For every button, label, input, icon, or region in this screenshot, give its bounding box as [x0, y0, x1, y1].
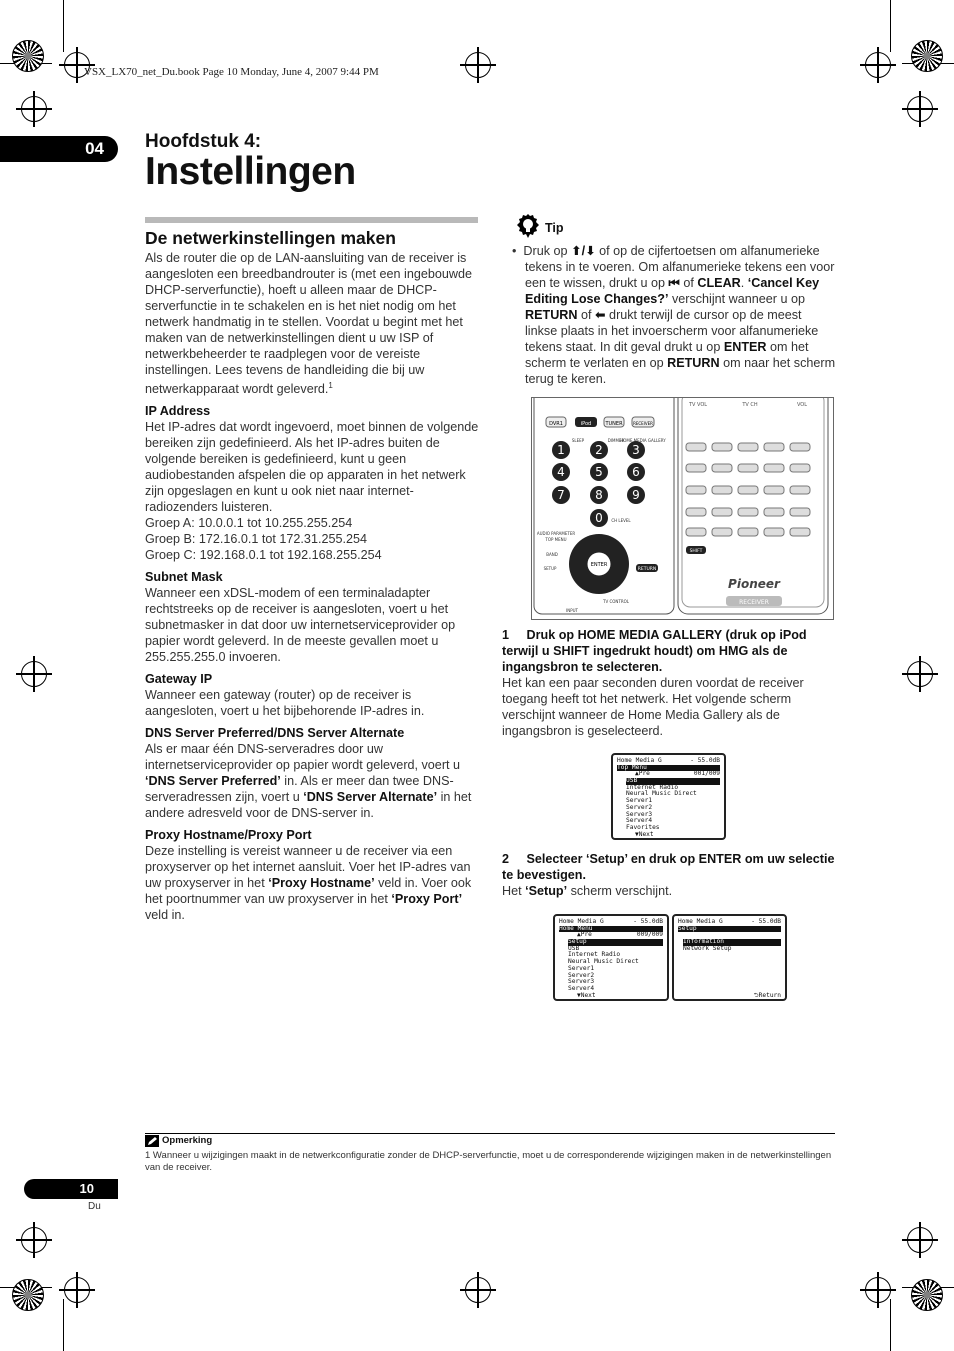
- print-header: VSX_LX70_net_Du.book Page 10 Monday, June 4, 2007 9:44 PM: [84, 66, 379, 78]
- hmg-setup-screen: Home Media G - 55.0dB Setup Information Network Setup ⮌Return: [672, 914, 787, 1001]
- section-title: De netwerkinstellingen maken: [145, 228, 396, 248]
- registration-mark-icon: [865, 1277, 891, 1303]
- step-1: [502, 627, 835, 739]
- dns-text: Als er maar één DNS-serveradres door uw internetserviceprovider op papier wordt geleverd, voert u ‘DNS Server Preferred’ in. Als er meer dan twee DNS-serveradressen zijn, voert u ‘DNS Server Alternate’ in het andere adresveld voor de DNS-server in.: [145, 742, 472, 821]
- left-column: [145, 250, 481, 923]
- gateway-ip-heading: Gateway IP: [145, 672, 213, 687]
- ip-group-a: Groep A: 10.0.0.1 tot 10.255.255.254: [145, 516, 353, 531]
- step-1-number: 1: [502, 628, 510, 642]
- key-8: 8: [595, 488, 603, 502]
- page-language: Du: [88, 1201, 101, 1212]
- remote-enter-label: ENTER: [590, 562, 608, 568]
- key-5: 5: [595, 465, 603, 479]
- remote-label: TV CH: [742, 402, 758, 408]
- chapter-subtitle: Hoofdstuk 4:: [145, 131, 262, 152]
- step-2-heading: Selecteer ‘Setup’ en druk op ENTER om uw selectie te bevestigen.: [502, 852, 835, 882]
- color-rosette-icon: [12, 40, 44, 72]
- key-1: 1: [557, 443, 565, 457]
- remote-label: BAND: [546, 552, 558, 557]
- remote-receiver-label: RECEIVER: [739, 599, 769, 606]
- gateway-ip-text: Wanneer een gateway (router) op de receiver is aangesloten, voert u het bijbehorende IP-adres in.: [145, 688, 425, 719]
- remote-button-label: DVR1: [549, 421, 563, 427]
- subnet-mask-text: Wanneer een xDSL-modem of een terminaladapter rechtstreeks op de receiver is aangesloten, voert u het subnetmasker in dat door uw internetserviceprovider op papier wordt geleverd. In de meeste gevallen moet u 255.255.255.0 invoeren.: [145, 586, 456, 665]
- remote-label: INPUT: [566, 608, 578, 613]
- remote-label: CH LEVEL: [611, 518, 631, 523]
- footnote-text: 1 Wanneer u wijzigingen maakt in de netwerkconfiguratie zonder de DHCP-serverfunctie, moet u de corresponderende wijzigingen maken in de netwerkinstellingen van de receiver.: [145, 1150, 832, 1173]
- step-1-heading: Druk op HOME MEDIA GALLERY (druk op iPod terwijl u SHIFT ingedrukt houdt) om HMG als de ingangsbron te selecteren.: [502, 628, 807, 674]
- registration-mark-icon: [907, 96, 933, 122]
- proxy-text: Deze instelling is vereist wanneer u de receiver via een proxyserver op het internet aansluit. Voer het IP-adres van uw proxyserver in het ‘Proxy Hostname’ veld in. Voer ook het poortnummer van uw proxyserver in het ‘Proxy Port’ veld in.: [145, 844, 472, 923]
- tip-bullet: • Druk op ⬆/⬇ of op de cijfertoetsen om alfanumerieke tekens in te voeren. Om alfanumerieke tekens een voor een te wissen, drukt u op ⏮ of CLEAR. ‘Cancel Key Editing Lose Changes?’ verschijnt wanneer u op RETURN of ⬅ drukt terwijl de cursor op de meest linkse plaats in het invoerscherm voor alfanumerieke tekens staat. In dit geval drukt u op ENTER om het scherm te verlaten en op RETURN om naar het scherm terug te keren.: [512, 244, 836, 386]
- registration-mark-icon: [64, 1277, 90, 1303]
- ip-group-b: Groep B: 172.16.0.1 tot 172.31.255.254: [145, 532, 367, 547]
- step-2-text: Het ‘Setup’ scherm verschijnt.: [502, 884, 673, 898]
- tip-label: Tip: [545, 221, 564, 235]
- remote-label: TV VOL: [688, 402, 708, 408]
- remote-button-label: iPod: [580, 421, 592, 427]
- key-2: 2: [595, 443, 603, 457]
- registration-mark-icon: [465, 52, 491, 78]
- registration-mark-icon: [865, 52, 891, 78]
- intro-paragraph: Als de router die op de LAN-aansluiting van de receiver is aangesloten een breedbandrouter is (met een ingebouwde DHCP-serverfunctie), hoeft u alleen maar de DHCP-serverfunctie in te schakelen en is het niet nodig om het netwerk handmatig in te stellen. Voordat u begint met het maken van de netwerkinstellingen dient u uw ISP of netwerkbeheerder te raadplegen voor de vereiste instellingen. Lees tevens de handleiding die bij uw netwerkapparaat wordt geleverd.$^1$: [145, 251, 472, 397]
- remote-label: VOL: [796, 402, 808, 408]
- ip-address-text: Het IP-adres dat wordt ingevoerd, moet binnen de volgende bereiken zijn gedefinieerd. Als het IP-adres buiten de volgende bereiken is gedefinieerd, kunt u geen audiobestanden afspelen die op apparaten in het netwerk zijn opgeslagen en kunt u ook niet naar internet-radiozenders luisteren.: [145, 420, 479, 515]
- note-pencil-icon: [145, 1135, 159, 1147]
- key-0: 0: [595, 511, 603, 525]
- ip-address-heading: IP Address: [145, 404, 211, 419]
- page-number: 10: [24, 1179, 118, 1199]
- color-rosette-icon: [911, 1279, 943, 1311]
- registration-mark-icon: [21, 96, 47, 122]
- step-1-text: Het kan een paar seconden duren voordat de receiver toegang heeft tot het netwerk. Het volgende scherm verschijnt wanneer de Home Media Gallery als de ingangsbron is geselecteerd.: [502, 676, 804, 738]
- footnote-rule: [145, 1133, 835, 1134]
- key-6: 6: [632, 465, 640, 479]
- pioneer-logo: Pioneer: [728, 577, 780, 591]
- hmg-top-menu-screen: Home Media G - 55.0dB Top Menu ▲Pre 001/009 USB Internet Radio Neural Music Direct Server1 Server2 Server3 Server4 Favorites ▼Next: [611, 753, 726, 840]
- remote-button-label: TUNER: [605, 421, 623, 427]
- registration-mark-icon: [907, 661, 933, 687]
- remote-label: DIMMER: [607, 438, 625, 443]
- remote-control-illustration: [531, 397, 834, 620]
- key-7: 7: [557, 488, 565, 502]
- chapter-title: Instellingen: [145, 150, 356, 193]
- color-rosette-icon: [911, 40, 943, 72]
- step-2-number: 2: [502, 852, 510, 866]
- color-rosette-icon: [12, 1279, 44, 1311]
- section-divider: [145, 217, 478, 223]
- proxy-heading: Proxy Hostname/Proxy Port: [145, 828, 312, 843]
- key-9: 9: [632, 488, 640, 502]
- remote-label: TOP MENU: [545, 537, 567, 542]
- subnet-mask-heading: Subnet Mask: [145, 570, 223, 585]
- registration-mark-icon: [465, 1277, 491, 1303]
- ip-group-c: Groep C: 192.168.0.1 tot 192.168.255.254: [145, 548, 382, 563]
- remote-label: AUDIO PARAMETER: [536, 531, 576, 536]
- dns-heading: DNS Server Preferred/DNS Server Alternate: [145, 726, 405, 741]
- remote-shift-label: SHIFT: [689, 549, 703, 554]
- hmg-home-menu-screen: Home Media G - 55.0dB Home Menu ▲Pre 009/009 Setup USB Internet Radio Neural Music Direct Server1 Server2 Server3 Server4 ▼Next: [553, 914, 669, 1001]
- remote-return-label: RETURN: [637, 567, 657, 572]
- note-label: Opmerking: [162, 1135, 213, 1146]
- remote-control-drawing: [532, 398, 833, 619]
- key-4: 4: [557, 465, 565, 479]
- remote-label: TV CONTROL: [603, 599, 629, 604]
- step-2: [502, 851, 836, 899]
- registration-mark-icon: [21, 661, 47, 687]
- remote-label: SLEEP: [571, 438, 585, 443]
- footnote-ref: 1: [328, 381, 333, 390]
- remote-label: SETUP: [543, 566, 557, 571]
- registration-mark-icon: [21, 1227, 47, 1253]
- chapter-number-tab: 04: [0, 136, 118, 162]
- remote-label: HOME MEDIA GALLERY: [620, 438, 666, 443]
- remote-button-label: RECEIVER: [633, 421, 653, 426]
- key-3: 3: [632, 443, 640, 457]
- registration-mark-icon: [907, 1227, 933, 1253]
- tip-lightbulb-icon: [516, 213, 540, 239]
